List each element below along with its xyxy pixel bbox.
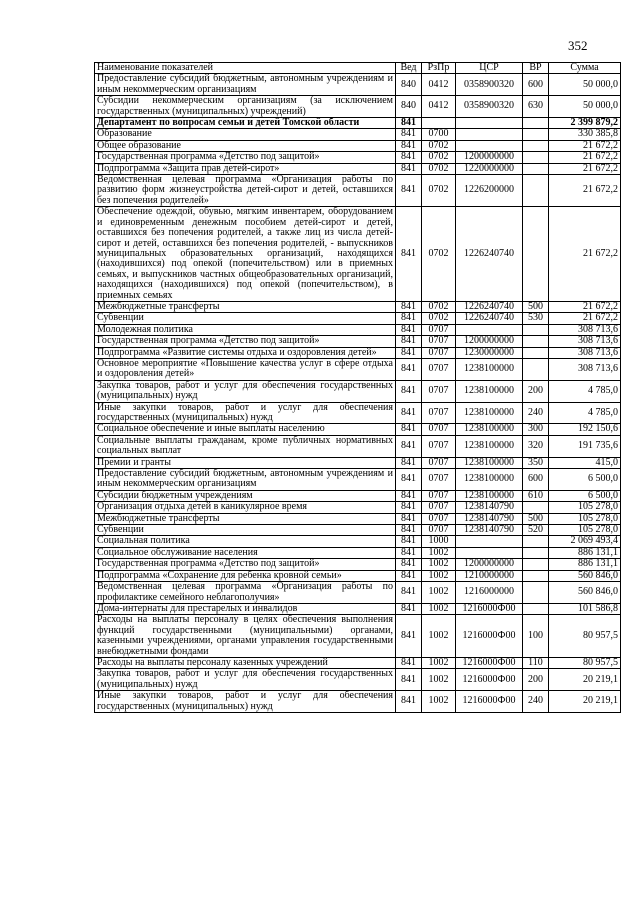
cell-ved: 841 (396, 140, 422, 151)
cell-csr: 1238100000 (456, 402, 523, 424)
cell-rzpr: 0702 (422, 313, 456, 324)
cell-csr (456, 536, 523, 547)
cell-ved: 841 (396, 152, 422, 163)
table-row (95, 547, 621, 558)
cell-sum: 21 672,2 (549, 207, 621, 302)
cell-vr: 300 (523, 424, 549, 435)
cell-sum: 21 672,2 (549, 301, 621, 312)
cell-vr (523, 536, 549, 547)
cell-rzpr: 0707 (422, 358, 456, 380)
cell-csr: 1238100000 (456, 435, 523, 457)
cell-name: Молодежная политика (95, 324, 396, 335)
table-row (95, 347, 621, 358)
cell-vr: 500 (523, 513, 549, 524)
cell-csr: 1238100000 (456, 424, 523, 435)
cell-rzpr: 0707 (422, 380, 456, 402)
cell-sum: 308 713,6 (549, 358, 621, 380)
table-row (95, 424, 621, 435)
header-vr: ВР (523, 63, 549, 74)
table-row (95, 313, 621, 324)
cell-rzpr: 1002 (422, 570, 456, 581)
table-row (95, 175, 621, 207)
cell-csr: 1230000000 (456, 347, 523, 358)
cell-vr (523, 603, 549, 614)
cell-sum: 6 500,0 (549, 490, 621, 501)
cell-name: Субвенции (95, 525, 396, 536)
cell-vr (523, 152, 549, 163)
cell-sum: 330 385,8 (549, 129, 621, 140)
cell-name: Подпрограмма «Сохранение для ребенка кровной семьи» (95, 570, 396, 581)
cell-csr: 1238140790 (456, 513, 523, 524)
cell-ved: 841 (396, 615, 422, 658)
cell-csr: 1220000000 (456, 163, 523, 174)
cell-vr (523, 175, 549, 207)
cell-ved: 841 (396, 490, 422, 501)
header-csr: ЦСР (456, 63, 523, 74)
budget-table (94, 62, 621, 713)
cell-sum: 21 672,2 (549, 313, 621, 324)
cell-name: Социальное обеспечение и иные выплаты населению (95, 424, 396, 435)
cell-ved: 841 (396, 559, 422, 570)
cell-name: Дома-интернаты для престарелых и инвалидов (95, 603, 396, 614)
cell-rzpr: 0702 (422, 301, 456, 312)
cell-csr: 0358900320 (456, 74, 523, 96)
cell-rzpr: 0702 (422, 152, 456, 163)
table-row (95, 163, 621, 174)
table-row (95, 74, 621, 96)
header-rzpr: РзПр (422, 63, 456, 74)
cell-sum: 560 846,0 (549, 570, 621, 581)
cell-vr: 610 (523, 490, 549, 501)
cell-vr: 200 (523, 669, 549, 691)
cell-name: Образование (95, 129, 396, 140)
cell-vr: 520 (523, 525, 549, 536)
cell-rzpr: 1000 (422, 536, 456, 547)
cell-name: Социальная политика (95, 536, 396, 547)
cell-rzpr: 0707 (422, 469, 456, 491)
cell-rzpr: 0700 (422, 129, 456, 140)
cell-ved: 841 (396, 657, 422, 668)
cell-sum: 4 785,0 (549, 380, 621, 402)
cell-ved: 841 (396, 402, 422, 424)
cell-rzpr: 0707 (422, 336, 456, 347)
cell-name: Государственная программа «Детство под защитой» (95, 336, 396, 347)
cell-name: Подпрограмма «Защита прав детей-сирот» (95, 163, 396, 174)
table-body (95, 74, 621, 713)
cell-vr (523, 559, 549, 570)
cell-sum: 105 278,0 (549, 502, 621, 513)
table-row (95, 435, 621, 457)
cell-vr (523, 502, 549, 513)
cell-csr: 1216000Ф00 (456, 615, 523, 658)
table-row (95, 118, 621, 129)
cell-sum: 308 713,6 (549, 324, 621, 335)
table-row (95, 603, 621, 614)
table-row (95, 657, 621, 668)
cell-rzpr: 0707 (422, 502, 456, 513)
cell-ved: 841 (396, 547, 422, 558)
cell-sum: 20 219,1 (549, 669, 621, 691)
cell-ved: 841 (396, 424, 422, 435)
cell-rzpr: 0702 (422, 163, 456, 174)
table-row (95, 559, 621, 570)
cell-vr (523, 570, 549, 581)
cell-sum: 6 500,0 (549, 469, 621, 491)
cell-csr: 1216000Ф00 (456, 691, 523, 713)
cell-sum: 886 131,1 (549, 547, 621, 558)
cell-vr: 630 (523, 96, 549, 118)
cell-sum: 886 131,1 (549, 559, 621, 570)
cell-name: Предоставление субсидий бюджетным, автономным учреждениям и иным некоммерческим организациям (95, 469, 396, 491)
cell-sum: 101 586,8 (549, 603, 621, 614)
cell-ved: 841 (396, 435, 422, 457)
cell-vr (523, 207, 549, 302)
cell-csr: 1216000Ф00 (456, 669, 523, 691)
cell-vr: 350 (523, 457, 549, 468)
cell-sum: 20 219,1 (549, 691, 621, 713)
cell-ved: 841 (396, 513, 422, 524)
cell-ved: 841 (396, 691, 422, 713)
cell-ved: 841 (396, 582, 422, 604)
cell-name: Организация отдыха детей в каникулярное время (95, 502, 396, 513)
cell-sum: 50 000,0 (549, 74, 621, 96)
cell-vr (523, 358, 549, 380)
cell-name: Департамент по вопросам семьи и детей Томской области (95, 118, 396, 129)
cell-name: Субсидии бюджетным учреждениям (95, 490, 396, 501)
cell-csr: 1226240740 (456, 313, 523, 324)
cell-ved: 841 (396, 313, 422, 324)
cell-rzpr: 0412 (422, 74, 456, 96)
cell-vr (523, 163, 549, 174)
table-row (95, 301, 621, 312)
cell-name: Межбюджетные трансферты (95, 513, 396, 524)
cell-vr (523, 118, 549, 129)
cell-vr (523, 582, 549, 604)
cell-name: Подпрограмма «Развитие системы отдыха и оздоровления детей» (95, 347, 396, 358)
cell-name: Иные закупки товаров, работ и услуг для обеспечения государственных (муниципальных) нужд (95, 691, 396, 713)
table-row (95, 615, 621, 658)
cell-rzpr (422, 118, 456, 129)
table-row (95, 525, 621, 536)
cell-csr: 1238100000 (456, 358, 523, 380)
cell-name: Межбюджетные трансферты (95, 301, 396, 312)
cell-rzpr: 0412 (422, 96, 456, 118)
cell-rzpr: 1002 (422, 547, 456, 558)
cell-vr: 600 (523, 469, 549, 491)
table-row (95, 380, 621, 402)
cell-csr: 1226200000 (456, 175, 523, 207)
cell-csr: 0358900320 (456, 96, 523, 118)
cell-csr: 1216000Ф00 (456, 657, 523, 668)
cell-ved: 841 (396, 207, 422, 302)
cell-sum: 192 150,6 (549, 424, 621, 435)
cell-ved: 841 (396, 163, 422, 174)
cell-csr: 1238100000 (456, 457, 523, 468)
cell-name: Социальные выплаты гражданам, кроме публичных нормативных социальных выплат (95, 435, 396, 457)
table-row (95, 336, 621, 347)
table-row (95, 502, 621, 513)
cell-sum: 21 672,2 (549, 175, 621, 207)
cell-name: Государственная программа «Детство под защитой» (95, 559, 396, 570)
cell-name: Иные закупки товаров, работ и услуг для обеспечения государственных (муниципальных) нужд (95, 402, 396, 424)
cell-rzpr: 0702 (422, 140, 456, 151)
cell-ved: 840 (396, 74, 422, 96)
cell-rzpr: 0707 (422, 402, 456, 424)
cell-name: Премии и гранты (95, 457, 396, 468)
table-row (95, 513, 621, 524)
cell-csr: 1216000Ф00 (456, 603, 523, 614)
cell-rzpr: 0702 (422, 175, 456, 207)
cell-ved: 841 (396, 457, 422, 468)
cell-rzpr: 1002 (422, 603, 456, 614)
cell-sum: 105 278,0 (549, 525, 621, 536)
header-row (95, 63, 621, 74)
cell-name: Расходы на выплаты персоналу казенных учреждений (95, 657, 396, 668)
cell-sum: 80 957,5 (549, 657, 621, 668)
cell-name: Общее образование (95, 140, 396, 151)
table-row (95, 358, 621, 380)
cell-csr (456, 129, 523, 140)
table-row (95, 152, 621, 163)
cell-sum: 80 957,5 (549, 615, 621, 658)
cell-sum: 21 672,2 (549, 163, 621, 174)
cell-csr: 1210000000 (456, 570, 523, 581)
cell-csr (456, 140, 523, 151)
cell-name: Расходы на выплаты персоналу в целях обеспечения выполнения функций государственными (муниципальными) органами, казенными учреждениями, органами управления государственными внебюджетными фондами (95, 615, 396, 658)
page-number: 352 (568, 38, 588, 53)
table-row (95, 536, 621, 547)
table-row (95, 129, 621, 140)
cell-rzpr: 1002 (422, 615, 456, 658)
cell-csr: 1238140790 (456, 502, 523, 513)
cell-sum: 560 846,0 (549, 582, 621, 604)
cell-sum: 105 278,0 (549, 513, 621, 524)
cell-ved: 841 (396, 347, 422, 358)
cell-rzpr: 1002 (422, 559, 456, 570)
cell-ved: 841 (396, 129, 422, 140)
cell-sum: 191 735,6 (549, 435, 621, 457)
cell-rzpr: 0707 (422, 435, 456, 457)
cell-vr (523, 547, 549, 558)
table-row (95, 669, 621, 691)
cell-csr: 1238100000 (456, 469, 523, 491)
cell-name: Закупка товаров, работ и услуг для обеспечения государственных (муниципальных) нужд (95, 380, 396, 402)
cell-sum: 308 713,6 (549, 347, 621, 358)
cell-rzpr: 1002 (422, 657, 456, 668)
cell-vr (523, 324, 549, 335)
table-row (95, 140, 621, 151)
cell-csr: 1238100000 (456, 490, 523, 501)
cell-sum: 4 785,0 (549, 402, 621, 424)
cell-csr: 1226240740 (456, 207, 523, 302)
cell-ved: 841 (396, 380, 422, 402)
cell-ved: 840 (396, 96, 422, 118)
table-row (95, 469, 621, 491)
cell-rzpr: 1002 (422, 582, 456, 604)
table-row (95, 490, 621, 501)
cell-ved: 841 (396, 536, 422, 547)
cell-ved: 841 (396, 324, 422, 335)
cell-ved: 841 (396, 118, 422, 129)
cell-csr (456, 324, 523, 335)
table-row (95, 691, 621, 713)
header-ved: Вед (396, 63, 422, 74)
cell-vr: 240 (523, 402, 549, 424)
cell-vr: 110 (523, 657, 549, 668)
cell-name: Субвенции (95, 313, 396, 324)
cell-rzpr: 1002 (422, 691, 456, 713)
cell-vr (523, 129, 549, 140)
cell-vr (523, 140, 549, 151)
cell-rzpr: 0707 (422, 347, 456, 358)
cell-vr (523, 347, 549, 358)
cell-ved: 841 (396, 603, 422, 614)
cell-vr: 500 (523, 301, 549, 312)
cell-rzpr: 0707 (422, 457, 456, 468)
cell-vr: 240 (523, 691, 549, 713)
cell-csr (456, 547, 523, 558)
table-header (95, 63, 621, 74)
cell-ved: 841 (396, 358, 422, 380)
header-name: Наименование показателей (95, 63, 396, 74)
cell-ved: 841 (396, 525, 422, 536)
cell-name: Основное мероприятие «Повышение качества услуг в сфере отдыха и оздоровления детей» (95, 358, 396, 380)
cell-ved: 841 (396, 336, 422, 347)
cell-csr (456, 118, 523, 129)
cell-rzpr: 0707 (422, 525, 456, 536)
cell-rzpr: 0702 (422, 207, 456, 302)
cell-vr: 100 (523, 615, 549, 658)
cell-ved: 841 (396, 669, 422, 691)
cell-csr: 1200000000 (456, 559, 523, 570)
table-row (95, 570, 621, 581)
cell-name: Закупка товаров, работ и услуг для обеспечения государственных (муниципальных) нужд (95, 669, 396, 691)
cell-name: Социальное обслуживание населения (95, 547, 396, 558)
table-row (95, 207, 621, 302)
cell-rzpr: 0707 (422, 490, 456, 501)
cell-rzpr: 0707 (422, 324, 456, 335)
cell-ved: 841 (396, 301, 422, 312)
cell-name: Государственная программа «Детство под защитой» (95, 152, 396, 163)
cell-sum: 21 672,2 (549, 152, 621, 163)
cell-vr: 600 (523, 74, 549, 96)
cell-rzpr: 0707 (422, 513, 456, 524)
cell-sum: 2 069 493,4 (549, 536, 621, 547)
table-row (95, 324, 621, 335)
cell-vr: 530 (523, 313, 549, 324)
cell-name: Ведомственная целевая программа «Организация работы по развитию форм жизнеустройства детей-сирот и детей, оставшихся без попечения родителей» (95, 175, 396, 207)
header-sum: Сумма (549, 63, 621, 74)
cell-sum: 50 000,0 (549, 96, 621, 118)
cell-sum: 2 399 879,2 (549, 118, 621, 129)
table-row (95, 96, 621, 118)
cell-csr: 1238140790 (456, 525, 523, 536)
cell-ved: 841 (396, 502, 422, 513)
cell-ved: 841 (396, 570, 422, 581)
table-row (95, 402, 621, 424)
cell-csr: 1216000000 (456, 582, 523, 604)
cell-vr: 200 (523, 380, 549, 402)
cell-name: Обеспечение одеждой, обувью, мягким инвентарем, оборудованием и единовременным денежным пособием детей-сирот и детей, оставшихся без попечения родителей, а также лиц из числа детей-сирот и детей, оставшихся без попечения родителей, - выпускников муниципальных образовательных организаций, находящихся (находившихся) под опекой (попечительством) или в приемных семьях, и выпускников частных общеобразовательных организаций, находящихся (находившихся) под опекой (попечительством), в приемных семьях (95, 207, 396, 302)
cell-csr: 1200000000 (456, 152, 523, 163)
cell-ved: 841 (396, 175, 422, 207)
cell-ved: 841 (396, 469, 422, 491)
cell-sum: 21 672,2 (549, 140, 621, 151)
cell-rzpr: 1002 (422, 669, 456, 691)
table-row (95, 582, 621, 604)
cell-sum: 415,0 (549, 457, 621, 468)
cell-name: Субсидии некоммерческим организациям (за исключением государственных (муниципальных) учреждений) (95, 96, 396, 118)
cell-name: Ведомственная целевая программа «Организация работы по профилактике семейного неблагополучия» (95, 582, 396, 604)
cell-csr: 1226240740 (456, 301, 523, 312)
cell-vr: 320 (523, 435, 549, 457)
cell-csr: 1200000000 (456, 336, 523, 347)
cell-sum: 308 713,6 (549, 336, 621, 347)
table-row (95, 457, 621, 468)
cell-rzpr: 0707 (422, 424, 456, 435)
cell-vr (523, 336, 549, 347)
cell-name: Предоставление субсидий бюджетным, автономным учреждениям и иным некоммерческим организациям (95, 74, 396, 96)
cell-csr: 1238100000 (456, 380, 523, 402)
